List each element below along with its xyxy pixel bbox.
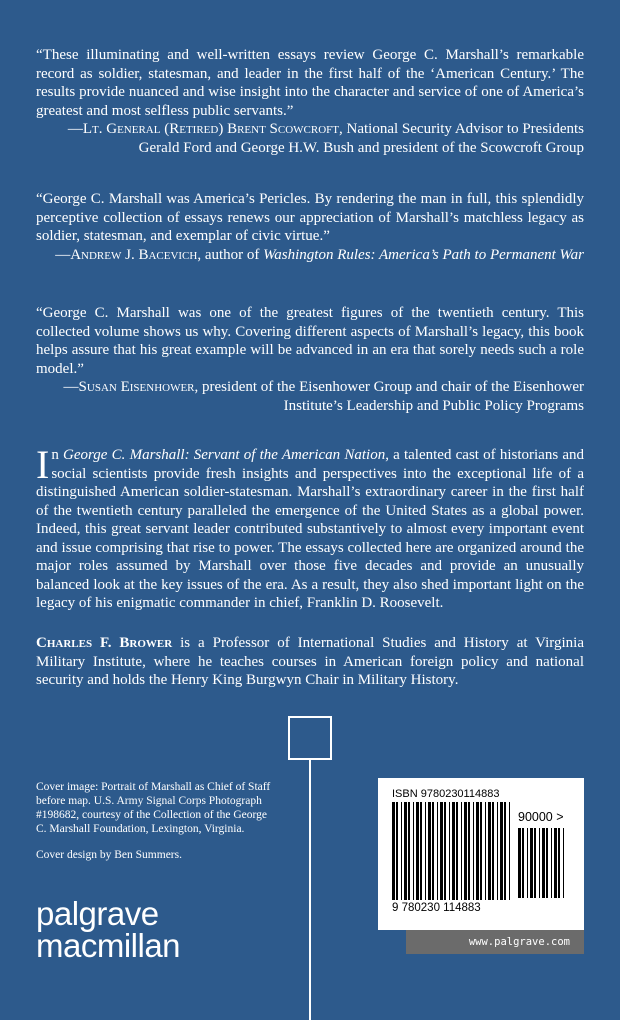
barcode-bar (449, 802, 450, 900)
barcode-bar (408, 802, 410, 900)
attribution-details: , author of (197, 246, 264, 263)
cover-design-credit: Cover design by Ben Summers. (36, 849, 182, 861)
attribution-details: , National Security Advisor to Presidents Gerald Ford and George H.W. Bush and president of the Scowcroft Group (138, 121, 584, 156)
barcode-bar (522, 828, 524, 898)
attribution-details: , president of the Eisenhower Group and chair of the Eisenhower Institute’s Leadership and Public Policy Programs (194, 379, 584, 414)
barcode-bar (542, 828, 545, 898)
attribution-name: —Lt. General (Retired) Brent Scowcroft (67, 121, 340, 137)
isbn-label: ISBN 9780230114883 (392, 788, 500, 800)
quote-text: “George C. Marshall was one of the greatest figures of the twentieth century. This collected volume shows us why. Covering different aspects of Marshall’s legacy, this book helps assure that his great example will be advanced in an era that sorely needs such a role model.” (36, 305, 584, 377)
barcode-bar (464, 802, 467, 900)
barcode-bar (558, 828, 560, 898)
barcode-bar (485, 802, 486, 900)
author-name: Charles F. Brower (36, 635, 173, 651)
barcode-bar (452, 802, 455, 900)
barcode-bar (546, 828, 548, 898)
barcode-bar (534, 828, 536, 898)
barcode-bar (401, 802, 402, 900)
barcode-bar (504, 802, 506, 900)
attribution-name: —Andrew J. Bacevich (55, 246, 198, 263)
barcode-bar (416, 802, 419, 900)
author-bio (36, 634, 584, 690)
barcode-bar (420, 802, 422, 900)
barcode-bar (500, 802, 503, 900)
barcode-bar (428, 802, 431, 900)
barcode-bar (396, 802, 398, 900)
quote-bacevich (36, 190, 584, 264)
barcode-bar (413, 802, 414, 900)
barcode-bar (444, 802, 446, 900)
barcode-bar (488, 802, 491, 900)
author-bio-text: is a Professor of International Studies and History at Virginia Military Institute, where he teaches courses in American foreign policy and national security and holds the Henry King Burgwyn Chair in Military History. (36, 635, 584, 688)
ean-barcode (392, 802, 512, 900)
barcode-bar (551, 828, 552, 898)
barcode-bar (392, 802, 395, 900)
barcode-bar (539, 828, 540, 898)
quote-attribution (36, 378, 584, 415)
barcode-bar (492, 802, 494, 900)
barcode-bar (476, 802, 479, 900)
barcode-bar (497, 802, 498, 900)
barcode-bar (509, 802, 510, 900)
drop-cap: I (36, 442, 50, 487)
publisher-line-1: palgrave (36, 895, 159, 932)
barcode-bar (404, 802, 407, 900)
quote-attribution (36, 120, 584, 157)
cover-credits (36, 780, 276, 874)
barcode-bar (425, 802, 426, 900)
barcode-bar (437, 802, 438, 900)
quote-eisenhower (36, 304, 584, 415)
publisher-line-2: macmillan (36, 927, 181, 964)
isbn-digits: 9 780230 114883 (392, 902, 481, 914)
quote-scowcroft (36, 46, 584, 157)
barcode-bar (456, 802, 458, 900)
description-body: , a talented cast of historians and social scientists provide fresh insights and perspectives into the exceptional life of a distinguished American soldier-statesman. Marshall’s extraordinary career in the first half of the twentieth century paralleled the emergence of the United States as a global power. Indeed, this great servant leader contributed substantively to almost every important event and issue comprising that rise to power. The essays collected here are organized around the major roles assumed by Marshall over those five decades and provide an unusually balanced look at the key issues of the era. As a result, they also shed important light on the legacy of his enigmatic commander in chief, Franklin D. Roosevelt. (36, 447, 585, 611)
barcode-bar (461, 802, 462, 900)
barcode-bar (480, 802, 482, 900)
barcode-bar (518, 828, 521, 898)
barcode-bar (473, 802, 474, 900)
publisher-website[interactable]: www.palgrave.com (406, 930, 584, 954)
barcode-bar (432, 802, 434, 900)
price-code: 90000 > (518, 810, 564, 824)
barcode-bar (440, 802, 443, 900)
publisher-logo (36, 895, 181, 964)
book-description (36, 442, 585, 613)
book-title: George C. Marshall: Servant of the American Nation (63, 447, 386, 463)
addon-barcode (518, 828, 568, 898)
barcode-box (378, 778, 584, 930)
ornament-line (309, 760, 311, 1020)
barcode-bar (527, 828, 528, 898)
attribution-name: —Susan Eisenhower (63, 379, 195, 395)
attribution-book: Washington Rules: America’s Path to Permanent War (263, 246, 584, 263)
cover-image-credit: Cover image: Portrait of Marshall as Chief of Staff before map. U.S. Army Signal Corps Photograph #198682, courtesy of the Collection of the George C. Marshall Foundation, Lexington, Virginia. (36, 781, 271, 835)
barcode-bar (530, 828, 533, 898)
barcode-bar (563, 828, 564, 898)
ornament-square (288, 716, 332, 760)
quote-attribution (36, 246, 584, 265)
quote-text: “These illuminating and well-written essays review George C. Marshall’s remarkable record as soldier, statesman, and leader in the first half of the ‘American Century.’ The results provide nuanced and wise insight into the character and service of one of America’s greatest and most selfless public servants.” (36, 47, 584, 119)
barcode-bar (468, 802, 470, 900)
quote-text: “George C. Marshall was America’s Pericles. By rendering the man in full, this splendidly perceptive collection of essays renews our appreciation of Marshall’s matchless legacy as soldier, statesman, and exemplar of civic virtue.” (36, 191, 584, 244)
description-lead: n (51, 447, 64, 463)
barcode-bar (554, 828, 557, 898)
